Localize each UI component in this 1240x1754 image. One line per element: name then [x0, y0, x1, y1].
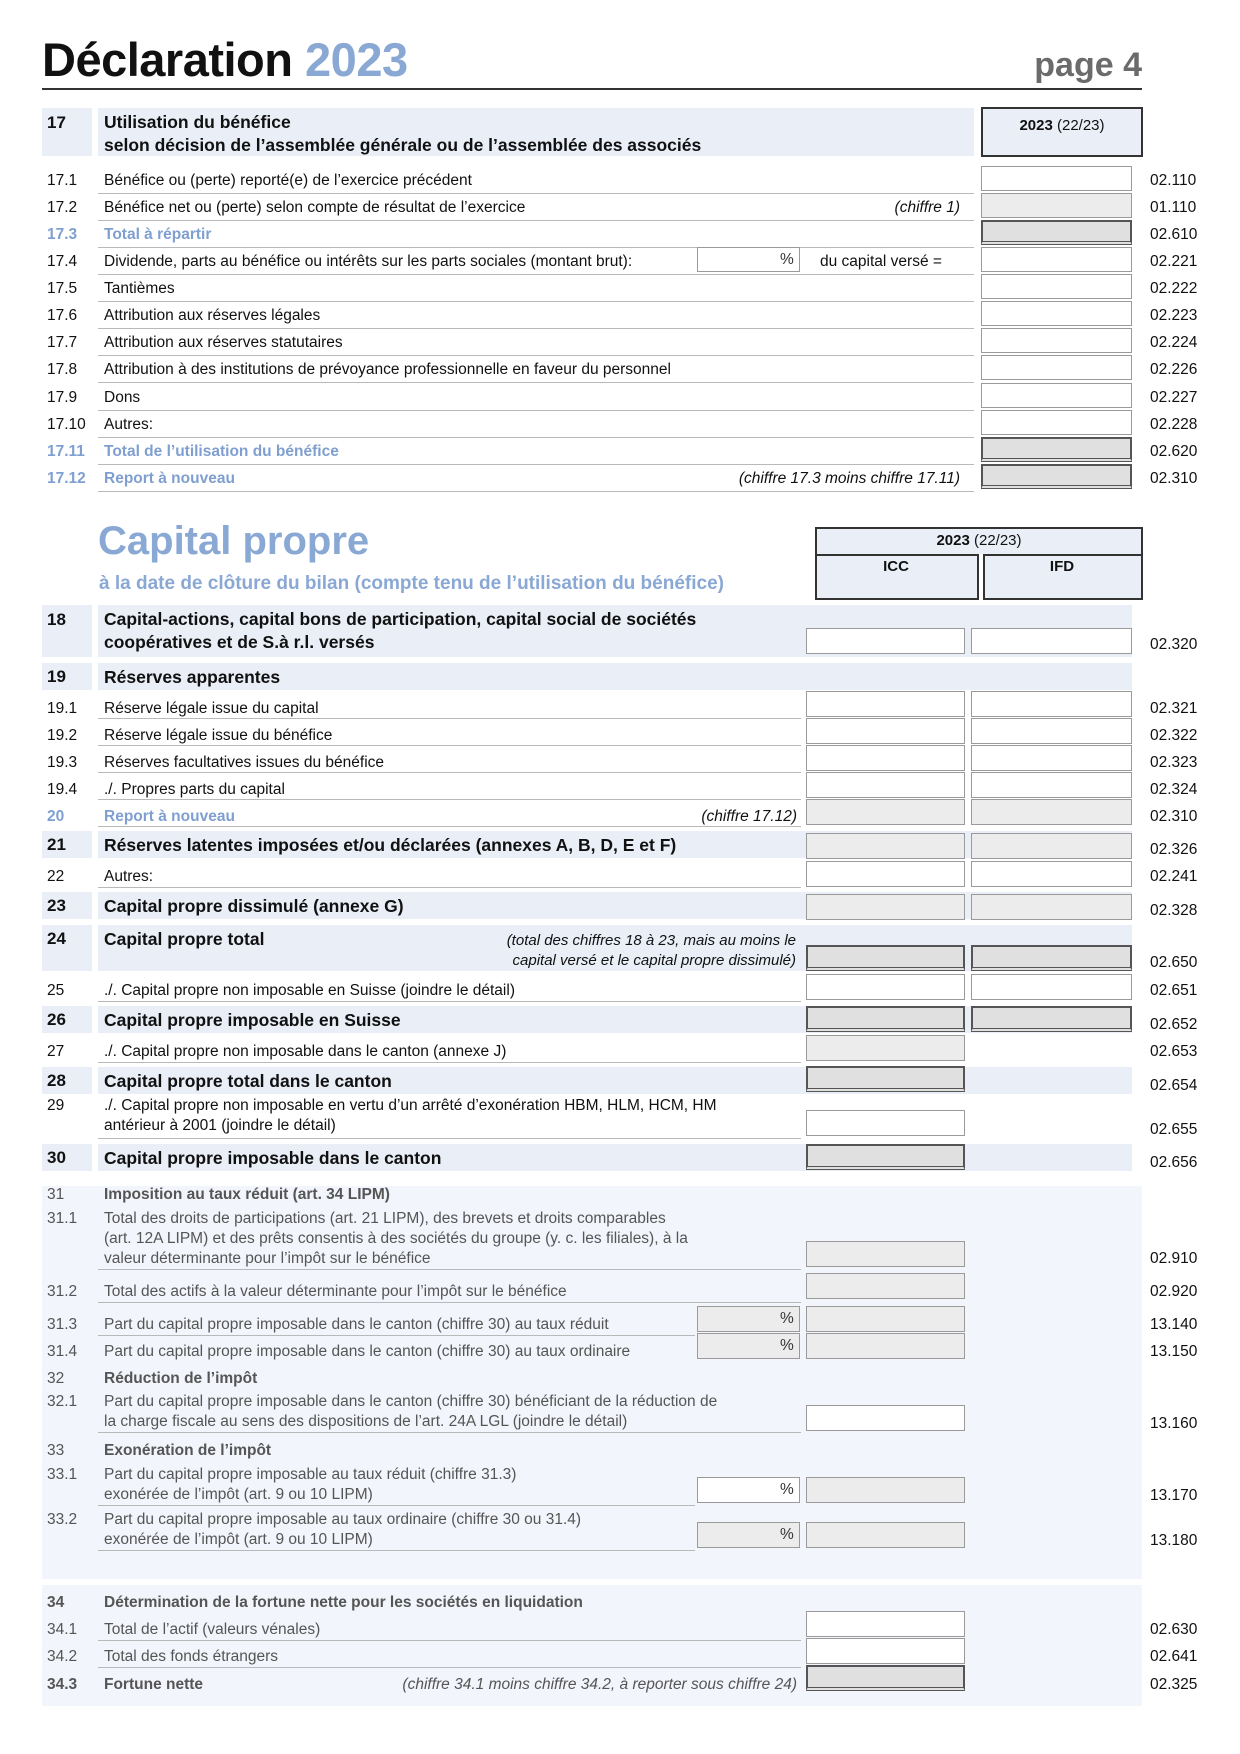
- capital-year-bold: 2023: [936, 532, 970, 549]
- row-code: 02.620: [1150, 443, 1198, 460]
- section-17-title: Utilisation du bénéfice: [104, 112, 291, 132]
- row-code: 02.655: [1150, 1121, 1198, 1138]
- row-label: Total de l’utilisation du bénéfice: [104, 443, 339, 460]
- row-code: 01.110: [1150, 199, 1197, 216]
- amount-input-17.1[interactable]: [981, 166, 1132, 191]
- row-code: 02.324: [1150, 781, 1198, 798]
- row-rule: [98, 772, 801, 773]
- row-21-ifd-input[interactable]: [971, 833, 1132, 859]
- row-rule: [98, 1138, 801, 1139]
- row-19.1-icc-input[interactable]: [806, 691, 965, 717]
- row-rule: [98, 887, 801, 888]
- row-number: 17.2: [47, 199, 78, 216]
- row-code: 02.224: [1150, 334, 1198, 351]
- row-25-icc-input[interactable]: [806, 974, 965, 1000]
- row-code: 02.241: [1150, 868, 1198, 885]
- row-note: du capital versé =: [820, 253, 942, 270]
- row-29-number: 29: [47, 1097, 65, 1114]
- capital-year: [815, 532, 1143, 549]
- row-31-1-label-2: (art. 12A LIPM) et des prêts consentis à des sociétés du groupe (y. c. les filiales), à la: [104, 1230, 688, 1247]
- row-code: 02.223: [1150, 307, 1198, 324]
- row-label: Total à répartir: [104, 226, 212, 243]
- amount-input-17.4[interactable]: [981, 247, 1132, 272]
- amount-input-17.10[interactable]: [981, 410, 1132, 435]
- row-28-label: Capital propre total dans le canton: [104, 1071, 392, 1091]
- row-25-ifd-input[interactable]: [971, 974, 1132, 1000]
- row-label: Attribution à des institutions de prévoyance professionnelle en faveur du personnel: [104, 361, 671, 378]
- row-code: 02.610: [1150, 226, 1198, 243]
- row-number: 17.11: [47, 443, 85, 460]
- row-32-1-label-2: la charge fiscale au sens des dispositions de l’art. 24A LGL (joindre le détail): [104, 1413, 628, 1430]
- row-31-1-label-3: valeur déterminante pour l’impôt sur le bénéfice: [104, 1250, 431, 1267]
- amount-input-17.8[interactable]: [981, 355, 1132, 380]
- row-code: 02.920: [1150, 1283, 1198, 1300]
- row-34-3-number: 34.3: [47, 1676, 78, 1693]
- row-number: 17.1: [47, 172, 78, 189]
- row-33-1-label-2: exonérée de l’impôt (art. 9 ou 10 LIPM): [104, 1486, 373, 1503]
- row-note: (chiffre 17.3 moins chiffre 17.11): [738, 470, 960, 487]
- row-label: Bénéfice ou (perte) reporté(e) de l’exercice précédent: [104, 172, 472, 189]
- row-34-2-number: 34.2: [47, 1648, 78, 1665]
- percent-sign: %: [780, 1337, 794, 1354]
- row-rule: [98, 1505, 695, 1506]
- row-31-3-number: 31.3: [47, 1316, 78, 1333]
- capital-title: Capital propre: [98, 519, 370, 563]
- row-31-2-input[interactable]: [806, 1273, 965, 1299]
- row-25-number: 25: [47, 982, 65, 999]
- row-34-1-input[interactable]: [806, 1611, 965, 1637]
- amount-input-17.2[interactable]: [981, 193, 1132, 218]
- row-code: 02.221: [1150, 253, 1198, 270]
- page-title: [42, 32, 408, 87]
- row-33-number: 33: [47, 1442, 65, 1459]
- row-21-label: Réserves latentes imposées et/ou déclarées (annexes A, B, D, E et F): [104, 835, 677, 855]
- row-label: Réserve légale issue du bénéfice: [104, 727, 333, 744]
- row-rule: [98, 1062, 801, 1063]
- row-label: Autres:: [104, 416, 154, 433]
- row-30-icc-input[interactable]: [806, 1144, 965, 1170]
- row-27-icc-input[interactable]: [806, 1035, 965, 1061]
- row-22-icc-input[interactable]: [806, 861, 965, 887]
- row-25-label: ./. Capital propre non imposable en Suisse (joindre le détail): [104, 982, 515, 999]
- amount-input-17.3[interactable]: [981, 220, 1132, 245]
- row-code: 13.170: [1150, 1487, 1198, 1504]
- row-19.4-icc-input[interactable]: [806, 772, 965, 798]
- row-31-1-number: 31.1: [47, 1210, 78, 1227]
- row-20-number: 20: [47, 808, 65, 825]
- row-29-label: ./. Capital propre non imposable en vertu d’un arrêté d’exonération HBM, HLM, HCM, HM: [104, 1097, 717, 1114]
- row-label: Attribution aux réserves statutaires: [104, 334, 343, 351]
- row-rule: [98, 799, 801, 800]
- row-rule: [98, 1432, 801, 1433]
- row-label: Tantièmes: [104, 280, 175, 297]
- row-rule: [98, 382, 974, 383]
- row-code: 02.910: [1150, 1250, 1198, 1267]
- row-rule: [98, 1550, 695, 1551]
- row-number: 19.3: [47, 754, 78, 771]
- row-rule: [98, 410, 974, 411]
- row-29-icc-input[interactable]: [806, 1110, 965, 1136]
- row-19-label: Réserves apparentes: [104, 667, 281, 687]
- row-label: Réserves facultatives issues du bénéfice: [104, 754, 385, 771]
- year-box-17: [981, 107, 1143, 157]
- percent-sign: %: [780, 251, 794, 268]
- row-32-number: 32: [47, 1370, 65, 1387]
- row-rule: [98, 247, 974, 248]
- row-code: 02.110: [1150, 172, 1197, 189]
- row-23-ifd-input[interactable]: [971, 894, 1132, 920]
- row-code: 02.222: [1150, 280, 1198, 297]
- row-rule: [98, 718, 801, 719]
- row-code: 02.654: [1150, 1077, 1198, 1094]
- row-18-label-2: coopératives et de S.à r.l. versés: [104, 632, 375, 652]
- row-rule: [98, 301, 974, 302]
- title-year: 2023: [305, 33, 408, 86]
- row-32-1-label-1: Part du capital propre imposable dans le canton (chiffre 30) bénéficiant de la réduction de: [104, 1393, 718, 1410]
- percent-sign: %: [780, 1526, 794, 1543]
- row-19.2-icc-input[interactable]: [806, 718, 965, 744]
- row-rule: [98, 274, 974, 275]
- row-23-icc-input[interactable]: [806, 894, 965, 920]
- row-label: Réserve légale issue du capital: [104, 700, 319, 717]
- row-32-1-number: 32.1: [47, 1393, 78, 1410]
- row-32-title: Réduction de l’impôt: [104, 1370, 258, 1387]
- row-22-label: Autres:: [104, 868, 154, 885]
- row-code: 02.641: [1150, 1648, 1198, 1665]
- row-29-label-2: antérieur à 2001 (joindre le détail): [104, 1117, 336, 1134]
- row-rule: [98, 1335, 695, 1336]
- row-34-number: 34: [47, 1594, 65, 1611]
- col-icc: ICC: [883, 558, 909, 575]
- row-20-label: Report à nouveau: [104, 808, 235, 825]
- row-number: 17.12: [47, 470, 86, 487]
- capital-subtitle: à la date de clôture du bilan (compte tenu de l’utilisation du bénéfice): [99, 573, 724, 594]
- row-31-2-number: 31.2: [47, 1283, 78, 1300]
- row-rule: [98, 355, 974, 356]
- row-rule: [98, 1667, 801, 1668]
- row-number: 17.8: [47, 361, 78, 378]
- row-20-icc-input[interactable]: [806, 799, 965, 825]
- percent-sign: %: [780, 1481, 794, 1498]
- row-24-ifd-input[interactable]: [971, 945, 1132, 971]
- row-28-number: 28: [47, 1071, 66, 1090]
- row-number: 17.10: [47, 416, 86, 433]
- row-33-1-input[interactable]: [806, 1477, 965, 1503]
- col-ifd: IFD: [1049, 558, 1075, 575]
- row-31-3-label: Part du capital propre imposable dans le canton (chiffre 30) au taux réduit: [104, 1316, 609, 1333]
- year-box-17-rest: (22/23): [1052, 117, 1105, 134]
- row-number: 19.1: [47, 700, 78, 717]
- row-30-number: 30: [47, 1148, 66, 1167]
- row-24-label: Capital propre total: [104, 929, 265, 949]
- amount-input-17.5[interactable]: [981, 274, 1132, 299]
- row-rule: [98, 1640, 801, 1641]
- row-33-2-input[interactable]: [806, 1522, 965, 1548]
- row-31-3-input[interactable]: [806, 1306, 965, 1332]
- row-20-note: (chiffre 17.12): [701, 808, 797, 825]
- row-number: 19.2: [47, 727, 78, 744]
- row-code: 02.651: [1150, 982, 1198, 999]
- row-22-number: 22: [47, 868, 65, 885]
- row-code: 02.326: [1150, 841, 1198, 858]
- row-rule: [98, 437, 974, 438]
- row-code: 13.150: [1150, 1343, 1198, 1360]
- row-19.4-ifd-input[interactable]: [971, 772, 1132, 798]
- row-34-1-label: Total de l’actif (valeurs vénales): [104, 1621, 321, 1638]
- row-number: 17.7: [47, 334, 78, 351]
- page-number: page 4: [1034, 46, 1142, 84]
- row-code: 02.653: [1150, 1043, 1198, 1060]
- row-code: 13.160: [1150, 1415, 1198, 1432]
- row-rule: [98, 1269, 801, 1270]
- row-19.3-icc-input[interactable]: [806, 745, 965, 771]
- row-26-label: Capital propre imposable en Suisse: [104, 1010, 401, 1030]
- row-code: 02.328: [1150, 902, 1198, 919]
- row-34-3-input[interactable]: [806, 1665, 965, 1691]
- row-rule: [98, 464, 974, 465]
- row-rule: [98, 1001, 801, 1002]
- row-code: 02.320: [1150, 636, 1198, 653]
- row-27-label: ./. Capital propre non imposable dans le canton (annexe J): [104, 1043, 507, 1060]
- row-rule: [98, 193, 974, 194]
- row-rule: [98, 745, 801, 746]
- row-label: Attribution aux réserves légales: [104, 307, 321, 324]
- row-24-number: 24: [47, 929, 66, 948]
- row-33-2-number: 33.2: [47, 1511, 78, 1528]
- row-code: 02.630: [1150, 1621, 1198, 1638]
- amount-input-17.6[interactable]: [981, 301, 1132, 326]
- row-26-ifd-input[interactable]: [971, 1006, 1132, 1032]
- row-label: ./. Propres parts du capital: [104, 781, 285, 798]
- row-number: 19.4: [47, 781, 78, 798]
- row-19.2-ifd-input[interactable]: [971, 718, 1132, 744]
- row-31-1-input[interactable]: [806, 1241, 965, 1267]
- row-code: 02.226: [1150, 361, 1198, 378]
- row-code: 02.650: [1150, 954, 1198, 971]
- capital-year-rest: (22/23): [969, 532, 1022, 549]
- row-20-ifd-input[interactable]: [971, 799, 1132, 825]
- row-code: 13.140: [1150, 1316, 1198, 1333]
- row-31-number: 31: [47, 1186, 65, 1203]
- row-18-icc-input[interactable]: [806, 628, 965, 654]
- row-rule: [98, 328, 974, 329]
- row-33-2-label-2: exonérée de l’impôt (art. 9 ou 10 LIPM): [104, 1531, 373, 1548]
- amount-input-17.12[interactable]: [981, 464, 1132, 489]
- row-31-title: Imposition au taux réduit (art. 34 LIPM): [104, 1186, 390, 1203]
- row-34-3-note: (chiffre 34.1 moins chiffre 34.2, à reporter sous chiffre 24): [402, 1676, 797, 1693]
- row-34-3-label: Fortune nette: [104, 1676, 204, 1693]
- row-33-2-label-1: Part du capital propre imposable au taux ordinaire (chiffre 30 ou 31.4): [104, 1511, 582, 1528]
- year-box-17-bold: 2023: [1019, 117, 1053, 134]
- row-28-icc-input[interactable]: [806, 1066, 965, 1092]
- row-note: (chiffre 1): [894, 199, 960, 216]
- row-number: 17.4: [47, 253, 78, 270]
- row-24-icc-input[interactable]: [806, 945, 965, 971]
- row-rule: [98, 826, 801, 827]
- row-34-2-label: Total des fonds étrangers: [104, 1648, 279, 1665]
- row-31-1-label-1: Total des droits de participations (art. 21 LIPM), des brevets et droits comparables: [104, 1210, 666, 1227]
- row-26-number: 26: [47, 1010, 66, 1029]
- row-32-1-input[interactable]: [806, 1405, 965, 1431]
- row-number: 17.6: [47, 307, 78, 324]
- row-code: 13.180: [1150, 1532, 1198, 1549]
- row-code: 02.321: [1150, 700, 1198, 717]
- row-number: 17.5: [47, 280, 78, 297]
- amount-input-17.7[interactable]: [981, 328, 1132, 353]
- row-code: 02.310: [1150, 808, 1198, 825]
- row-34-2-input[interactable]: [806, 1638, 965, 1664]
- row-label: Dons: [104, 389, 141, 406]
- row-label: Bénéfice net ou (perte) selon compte de résultat de l’exercice: [104, 199, 526, 216]
- row-34-1-number: 34.1: [47, 1621, 78, 1638]
- title-text: Déclaration: [42, 33, 293, 86]
- row-18-ifd-input[interactable]: [971, 628, 1132, 654]
- row-19-number: 19: [47, 667, 66, 686]
- row-31-2-label: Total des actifs à la valeur déterminante pour l’impôt sur le bénéfice: [104, 1283, 567, 1300]
- row-label: Dividende, parts au bénéfice ou intérêts sur les parts sociales (montant brut):: [104, 253, 633, 270]
- row-24-note-2: capital versé et le capital propre dissimulé): [512, 952, 796, 969]
- row-number: 17.9: [47, 389, 78, 406]
- row-33-1-number: 33.1: [47, 1466, 78, 1483]
- row-code: 02.323: [1150, 754, 1198, 771]
- row-27-number: 27: [47, 1043, 65, 1060]
- row-23-number: 23: [47, 896, 66, 915]
- amount-input-17.9[interactable]: [981, 383, 1132, 408]
- row-code: 02.325: [1150, 1676, 1198, 1693]
- row-number: 17.3: [47, 226, 78, 243]
- row-23-label: Capital propre dissimulé (annexe G): [104, 896, 404, 916]
- row-19.1-ifd-input[interactable]: [971, 691, 1132, 717]
- row-30-label: Capital propre imposable dans le canton: [104, 1148, 442, 1168]
- row-33-title: Exonération de l’impôt: [104, 1442, 272, 1459]
- percent-sign: %: [780, 1310, 794, 1327]
- row-label: Report à nouveau: [104, 470, 235, 487]
- row-code: 02.652: [1150, 1016, 1198, 1033]
- header-rule: [42, 88, 1142, 90]
- row-31-4-input[interactable]: [806, 1333, 965, 1359]
- row-rule: [98, 220, 974, 221]
- row-34-title: Détermination de la fortune nette pour les sociétés en liquidation: [104, 1594, 583, 1611]
- row-code: 02.310: [1150, 470, 1198, 487]
- row-code: 02.656: [1150, 1154, 1198, 1171]
- row-19.3-ifd-input[interactable]: [971, 745, 1132, 771]
- row-18-label: Capital-actions, capital bons de participation, capital social de sociétés: [104, 609, 697, 629]
- amount-input-17.11[interactable]: [981, 437, 1132, 462]
- row-code: 02.227: [1150, 389, 1198, 406]
- row-24-note-1: (total des chiffres 18 à 23, mais au moins le: [506, 932, 796, 949]
- section-17-subtitle: selon décision de l’assemblée générale ou de l’assemblée des associés: [104, 135, 702, 155]
- row-rule: [98, 1302, 801, 1303]
- row-21-number: 21: [47, 835, 66, 854]
- row-18-number: 18: [47, 610, 66, 629]
- row-33-1-label-1: Part du capital propre imposable au taux réduit (chiffre 31.3): [104, 1466, 517, 1483]
- row-26-icc-input[interactable]: [806, 1006, 965, 1032]
- row-code: 02.322: [1150, 727, 1198, 744]
- row-21-icc-input[interactable]: [806, 833, 965, 859]
- row-rule: [98, 491, 974, 492]
- section-17-number: 17: [47, 113, 66, 132]
- row-31-4-label: Part du capital propre imposable dans le canton (chiffre 30) au taux ordinaire: [104, 1343, 631, 1360]
- row-31-4-number: 31.4: [47, 1343, 78, 1360]
- row-22-ifd-input[interactable]: [971, 861, 1132, 887]
- row-code: 02.228: [1150, 416, 1198, 433]
